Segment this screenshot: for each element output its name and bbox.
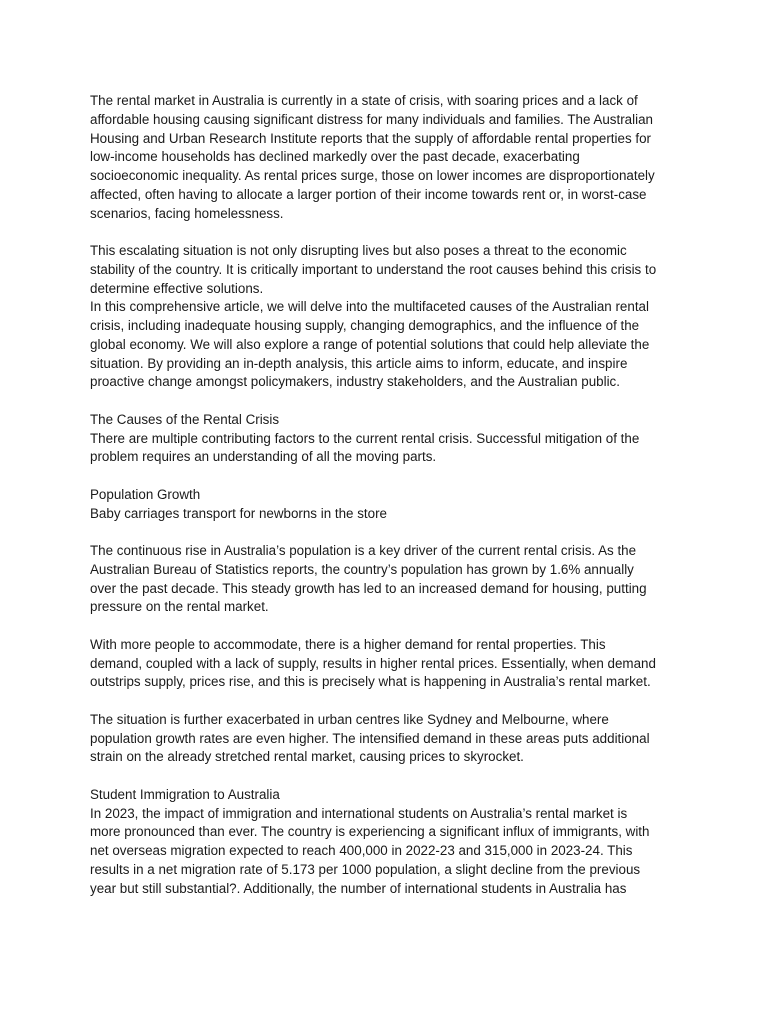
text-line: The rental market in Australia is currently in a state of crisis, with soaring prices and a lack of (90, 93, 638, 108)
document-body (90, 92, 690, 898)
text-line: net overseas migration expected to reach 400,000 in 2022-23 and 315,000 in 2023-24. This (90, 843, 633, 858)
paragraph-immigration (90, 805, 690, 899)
paragraph-intro (90, 92, 690, 223)
paragraph-urban-centres (90, 711, 690, 767)
text-line: determine effective solutions. (90, 280, 264, 296)
text-line: problem requires an understanding of all the moving parts. (90, 449, 437, 465)
text-line: crisis, including inadequate housing supply, changing demographics, and the influence of the (90, 318, 640, 333)
heading-causes: The Causes of the Rental Crisis (90, 411, 280, 427)
text-line: proactive change amongst policymakers, industry stakeholders, and the Australian public. (90, 374, 620, 390)
text-line: With more people to accommodate, there is a higher demand for rental properties. This (90, 636, 606, 652)
text-line: population growth rates are even higher. The intensified demand in these areas puts additional (90, 730, 650, 746)
text-line: In this comprehensive article, we will delve into the multifaceted causes of the Australian rental (90, 299, 649, 315)
text-line: over the past decade. This steady growth has led to an increased demand for housing, putting (90, 580, 647, 596)
paragraph-demand (90, 636, 690, 692)
heading-student-immigration: Student Immigration to Australia (90, 786, 280, 802)
text-line: socioeconomic inequality. As rental prices surge, those on lower incomes are disproportionately (90, 168, 655, 183)
text-line: more pronounced than ever. The country is experiencing a significant influx of immigrants, with (90, 824, 650, 840)
text-line: outstrips supply, prices rise, and this is precisely what is happening in Australia’s rental market. (90, 674, 651, 690)
paragraph-population-rise (90, 542, 690, 617)
paragraph-baby-carriages (90, 505, 690, 524)
text-line: Housing and Urban Research Institute reports that the supply of affordable rental properties for (90, 130, 651, 146)
text-line: strain on the already stretched rental market, causing prices to skyrocket. (90, 749, 524, 765)
text-line: affordable housing causing significant distress for many individuals and families. The Australian (90, 111, 653, 127)
text-line: stability of the country. It is critically important to understand the root causes behind this crisis to (90, 261, 657, 277)
text-line: year but still substantial?. Additionally, the number of international students in Australia has (90, 880, 627, 896)
text-line: pressure on the rental market. (90, 599, 269, 615)
text-line: In 2023, the impact of immigration and international students on Australia’s rental market is (90, 805, 628, 821)
text-line: low-income households has declined markedly over the past decade, exacerbating (90, 149, 580, 165)
text-line: demand, coupled with a lack of supply, results in higher rental prices. Essentially, when demand (90, 655, 656, 671)
text-line: Baby carriages transport for newborns in the store (90, 505, 387, 521)
text-line: global economy. We will also explore a range of potential solutions that could help alleviate the (90, 336, 650, 352)
text-line: This escalating situation is not only disrupting lives but also poses a threat to the economic (90, 243, 627, 258)
text-line: affected, often having to allocate a larger portion of their income towards rent or, in worst-case (90, 186, 647, 202)
heading-population-growth: Population Growth (90, 486, 201, 502)
paragraph-escalating (90, 242, 690, 298)
text-line: results in a net migration rate of 5.173 per 1000 population, a slight decline from the previous (90, 861, 641, 877)
text-line: The continuous rise in Australia’s population is a key driver of the current rental crisis. As the (90, 543, 637, 558)
paragraph-article-overview (90, 298, 690, 392)
text-line: Australian Bureau of Statistics reports, the country’s population has grown by 1.6% annually (90, 561, 634, 577)
text-line: situation. By providing an in-depth analysis, this article aims to inform, educate, and inspire (90, 355, 628, 371)
text-line: There are multiple contributing factors to the current rental crisis. Successful mitigation of the (90, 430, 640, 446)
text-line: The situation is further exacerbated in urban centres like Sydney and Melbourne, where (90, 711, 609, 727)
paragraph-causes (90, 430, 690, 468)
text-line: scenarios, facing homelessness. (90, 205, 284, 221)
